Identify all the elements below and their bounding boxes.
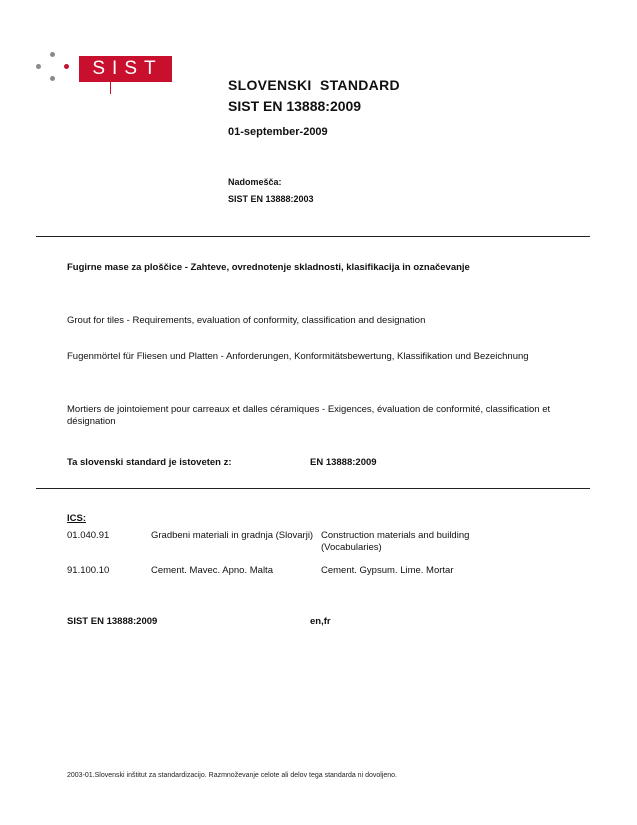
ics-description-en: Cement. Gypsum. Lime. Mortar xyxy=(321,565,454,576)
logo-dots xyxy=(36,52,72,84)
logo-dot xyxy=(64,64,69,69)
title-german: Fugenmörtel für Fliesen und Platten - Anforderungen, Konformitätsbewertung, Klassifikation und Bezeichnung xyxy=(67,351,529,362)
identical-label: Ta slovenski standard je istoveten z: xyxy=(67,457,232,468)
standard-heading: SLOVENSKI STANDARD xyxy=(228,77,400,93)
standard-code: SIST EN 13888:2009 xyxy=(228,98,362,114)
ics-description-sl: Gradbeni materiali in gradnja (Slovarji) xyxy=(151,530,314,541)
title-slovenian: Fugirne mase za ploščice - Zahteve, ovrednotenje skladnosti, klasifikacija in označevanje xyxy=(67,262,470,273)
ics-code: 91.100.10 xyxy=(67,565,110,576)
document-code: SIST EN 13888:2009 xyxy=(67,616,158,627)
copyright-notice: 2003-01.Slovenski inštitut za standardizacijo. Razmnoževanje celote ali delov tega standarda ni dovoljeno. xyxy=(67,772,397,779)
sist-logo xyxy=(79,56,172,82)
ics-heading: ICS: xyxy=(67,513,86,524)
ics-description-sl: Cement. Mavec. Apno. Malta xyxy=(151,565,273,576)
identical-value: EN 13888:2009 xyxy=(310,457,377,468)
replaces-label: Nadomešča: xyxy=(228,177,282,187)
ics-description-en: Construction materials and building (Vocabularies) xyxy=(321,530,470,553)
publication-date: 01-september-2009 xyxy=(228,126,328,138)
logo-line xyxy=(110,82,111,94)
divider xyxy=(36,236,590,237)
document-languages: en,fr xyxy=(310,616,331,627)
title-french: Mortiers de jointoiement pour carreaux et dalles céramiques - Exigences, évaluation de conformité, classification et désignation xyxy=(67,404,551,427)
logo-dot xyxy=(36,64,41,69)
logo-dot xyxy=(50,76,55,81)
logo-text: SIST xyxy=(92,58,163,79)
divider xyxy=(36,488,590,489)
ics-code: 01.040.91 xyxy=(67,530,110,541)
title-english: Grout for tiles - Requirements, evaluation of conformity, classification and designation xyxy=(67,315,426,326)
logo-dot xyxy=(50,52,55,57)
replaces-code: SIST EN 13888:2003 xyxy=(228,194,314,204)
